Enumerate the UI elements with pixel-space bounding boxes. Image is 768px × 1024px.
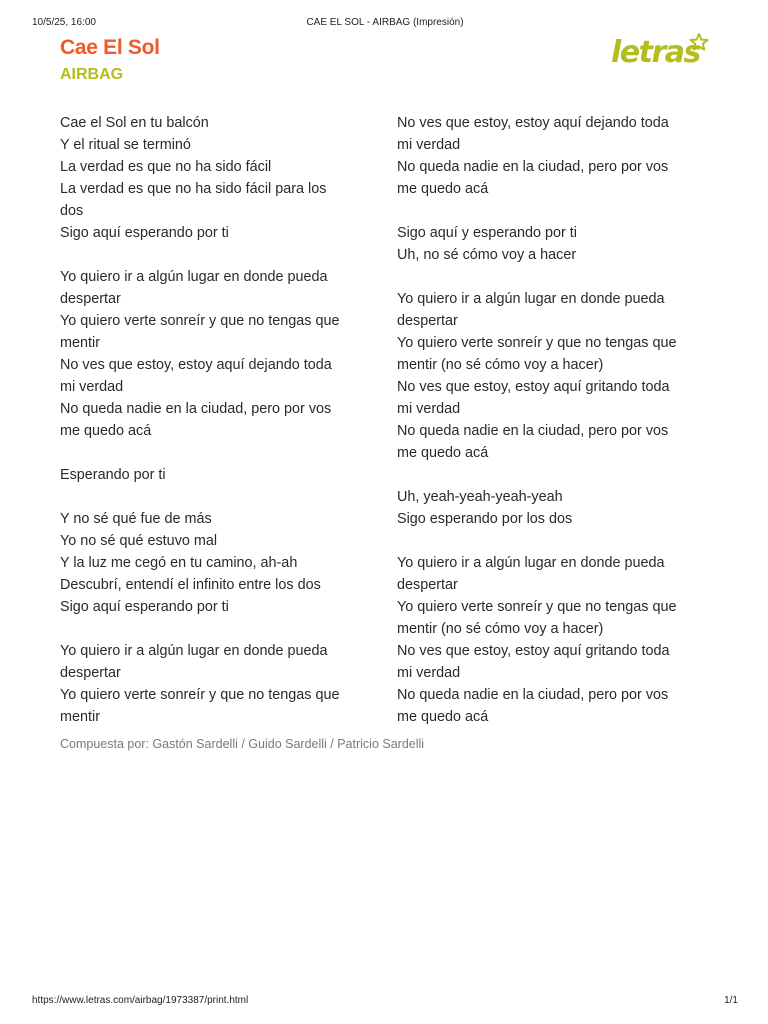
lyric-line: despertar [397, 313, 458, 329]
page-count: 1/1 [724, 995, 738, 1006]
lyric-line: Cae el Sol en tu balcón [60, 115, 209, 131]
lyric-line: me quedo acá [397, 445, 489, 461]
letras-logo [610, 30, 712, 74]
lyric-line: despertar [60, 291, 121, 307]
lyric-line: Uh, yeah-yeah-yeah-yeah [397, 489, 563, 505]
lyric-line: Yo no sé qué estuvo mal [60, 533, 218, 549]
lyrics-stanza [397, 222, 707, 266]
lyric-line: mi verdad [397, 401, 461, 417]
print-header [32, 17, 738, 31]
lyrics-right-column [397, 112, 707, 750]
lyric-line: mentir [60, 709, 100, 725]
lyric-line: La verdad es que no ha sido fácil [60, 159, 272, 175]
lyric-line: mi verdad [397, 665, 461, 681]
lyrics-stanza [397, 288, 707, 464]
lyric-line: No queda nadie en la ciudad, pero por vos [397, 423, 669, 439]
print-url: https://www.letras.com/airbag/1973387/print.html [32, 995, 249, 1006]
lyric-line: Y la luz me cegó en tu camino, ah-ah [60, 555, 298, 571]
lyric-line: Yo quiero verte sonreír y que no tengas que [397, 599, 677, 615]
lyrics-stanza [397, 112, 707, 200]
lyric-line: No ves que estoy, estoy aquí dejando toda [60, 357, 332, 373]
lyric-line: Yo quiero verte sonreír y que no tengas que [60, 313, 340, 329]
lyric-line: No queda nadie en la ciudad, pero por vos [397, 687, 669, 703]
lyric-line: Sigo aquí y esperando por ti [397, 225, 578, 241]
lyric-line: despertar [60, 665, 121, 681]
lyric-line: mentir (no sé cómo voy a hacer) [397, 357, 604, 373]
lyric-line: Yo quiero verte sonreír y que no tengas que [397, 335, 677, 351]
lyrics-stanza [60, 112, 370, 244]
lyric-line: mentir (no sé cómo voy a hacer) [397, 621, 604, 637]
lyric-line: dos [60, 203, 84, 219]
lyric-line: Y no sé qué fue de más [60, 511, 212, 527]
song-credits: Compuesta por: Gastón Sardelli / Guido Sardelli / Patricio Sardelli [60, 737, 425, 751]
print-date: 10/5/25, 16:00 [32, 17, 96, 28]
lyrics-left-column [60, 112, 370, 750]
song-title: Cae El Sol [60, 36, 160, 59]
lyric-line: mi verdad [397, 137, 461, 153]
lyric-line: No ves que estoy, estoy aquí dejando toda [397, 115, 669, 131]
lyric-line: Yo quiero ir a algún lugar en donde pueda [60, 269, 328, 285]
artist-name: AIRBAG [60, 66, 124, 83]
lyric-line: Esperando por ti [60, 467, 166, 483]
print-document-title: CAE EL SOL - AIRBAG (Impresión) [306, 17, 464, 28]
lyric-line: me quedo acá [397, 181, 489, 197]
lyric-line: me quedo acá [60, 423, 152, 439]
lyric-line: La verdad es que no ha sido fácil para los [60, 181, 327, 197]
lyric-line: mi verdad [60, 379, 124, 395]
logo-text: letras [611, 35, 700, 70]
lyric-line: No queda nadie en la ciudad, pero por vos [60, 401, 332, 417]
lyric-line: Yo quiero verte sonreír y que no tengas que [60, 687, 340, 703]
lyric-line: Sigo aquí esperando por ti [60, 599, 229, 615]
lyric-line: No ves que estoy, estoy aquí gritando toda [397, 379, 670, 395]
lyric-line: despertar [397, 577, 458, 593]
lyric-line: Yo quiero ir a algún lugar en donde pueda [397, 291, 665, 307]
lyrics-stanza [60, 266, 370, 442]
lyrics-stanza [60, 464, 370, 486]
lyric-line: Y el ritual se terminó [60, 137, 191, 153]
lyric-line: mentir [60, 335, 100, 351]
lyric-line: Descubrí, entendí el infinito entre los dos [60, 577, 321, 593]
lyric-line: Sigo esperando por los dos [397, 511, 573, 527]
lyric-line: No queda nadie en la ciudad, pero por vos [397, 159, 669, 175]
lyric-line: Yo quiero ir a algún lugar en donde pueda [397, 555, 665, 571]
lyric-line: Yo quiero ir a algún lugar en donde pueda [60, 643, 328, 659]
lyrics-stanza [60, 640, 370, 728]
lyrics-stanza [397, 486, 707, 530]
lyric-line: me quedo acá [397, 709, 489, 725]
lyrics-stanza [60, 508, 370, 618]
lyric-line: Uh, no sé cómo voy a hacer [397, 247, 577, 263]
lyrics-stanza [397, 552, 707, 728]
lyric-line: No ves que estoy, estoy aquí gritando toda [397, 643, 670, 659]
lyric-line: Sigo aquí esperando por ti [60, 225, 229, 241]
letras-logo-graphic [610, 30, 712, 74]
print-footer [32, 995, 738, 1009]
